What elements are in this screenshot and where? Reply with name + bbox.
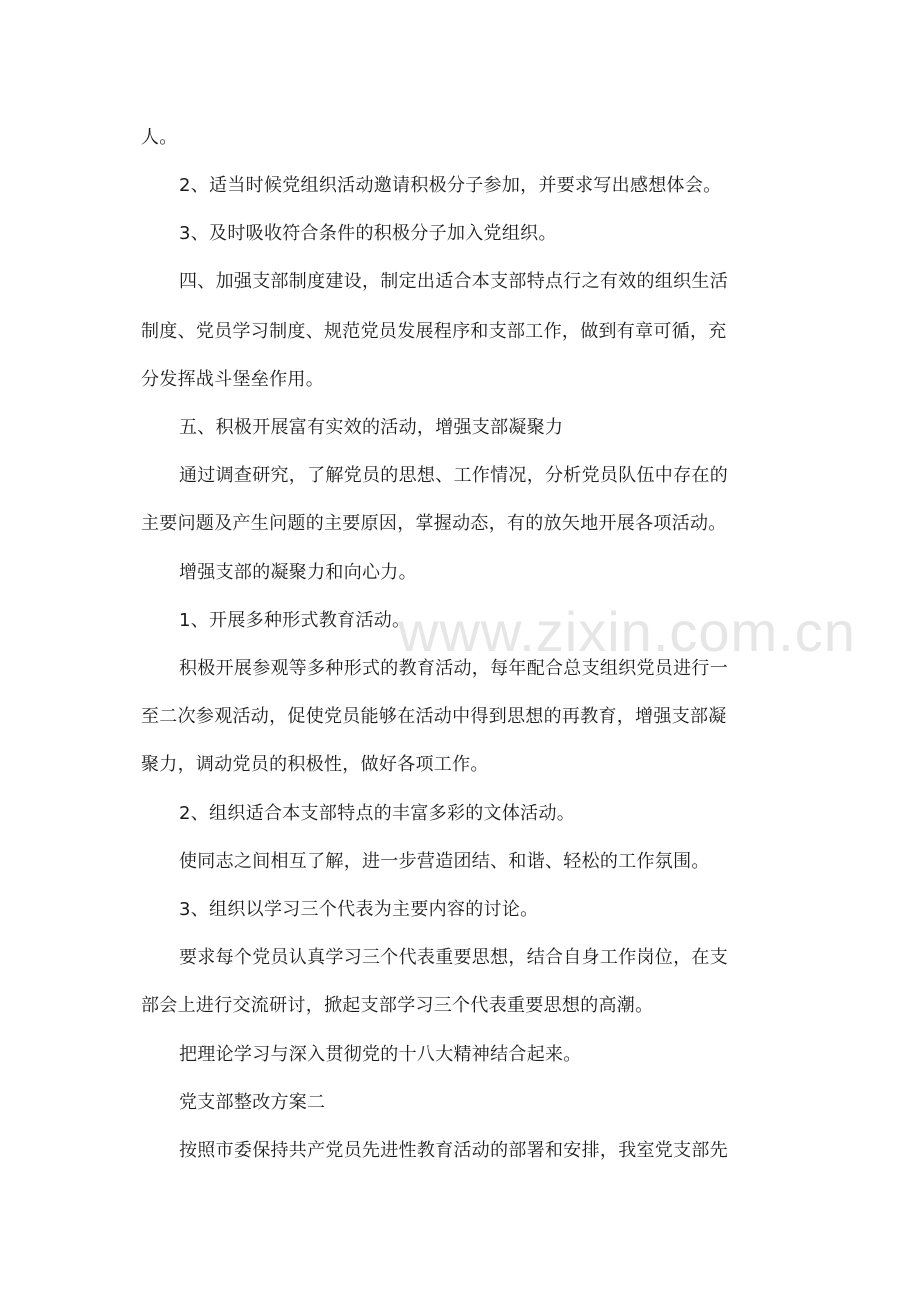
text-line-paragraph-cont: 至二次参观活动，促使党员能够在活动中得到思想的再教育，增强支部凝: [141, 706, 727, 727]
text-line-paragraph: 按照市委保持共产党员先进性教育活动的部署和安排，我室党支部先: [179, 1140, 728, 1161]
text-line-paragraph: 要求每个党员认真学习三个代表重要思想，结合自身工作岗位，在支: [179, 947, 728, 968]
text-line-paragraph-cont: 部会上进行交流研讨，掀起支部学习三个代表重要思想的高潮。: [141, 995, 654, 1016]
text-line-item-1: 1、开展多种形式教育活动。: [179, 610, 411, 631]
text-line-paragraph: 把理论学习与深入贯彻党的十八大精神结合起来。: [179, 1044, 582, 1065]
text-line-heading-plan-2: 党支部整改方案二: [179, 1092, 326, 1113]
text-line-item-3: 3、及时吸收符合条件的积极分子加入党组织。: [179, 223, 557, 244]
text-line-paragraph: 积极开展参观等多种形式的教育活动，每年配合总支组织党员进行一: [179, 658, 728, 679]
text-line-paragraph-end: 聚力，调动党员的积极性，做好各项工作。: [141, 754, 489, 775]
text-line-item-2b: 2、组织适合本支部特点的丰富多彩的文体活动。: [179, 803, 576, 824]
text-line-item-2: 2、适当时候党组织活动邀请积极分子参加，并要求写出感想体会。: [179, 175, 722, 196]
text-line-paragraph-cont: 主要问题及产生问题的主要原因，掌握动态，有的放矢地开展各项活动。: [141, 513, 727, 534]
text-line-paragraph: 增强支部的凝聚力和向心力。: [179, 562, 417, 583]
text-line-section-4-cont: 制度、党员学习制度、规范党员发展程序和支部工作，做到有章可循，充: [141, 321, 727, 342]
text-line-section-4-end: 分发挥战斗堡垒作用。: [141, 369, 324, 390]
text-line-paragraph: 通过调查研究，了解党员的思想、工作情况，分析党员队伍中存在的: [179, 465, 728, 486]
text-line-item-3b: 3、组织以学习三个代表为主要内容的讨论。: [179, 899, 539, 920]
text-line-continuation: 人。: [141, 127, 178, 148]
text-line-section-4: 四、加强支部制度建设，制定出适合本支部特点行之有效的组织生活: [179, 271, 728, 292]
watermark-text: www.zixin.com.cn: [398, 600, 856, 663]
text-line-paragraph: 使同志之间相互了解，进一步营造团结、和谐、轻松的工作氛围。: [179, 851, 710, 872]
text-line-section-5-heading: 五、积极开展富有实效的活动，增强支部凝聚力: [179, 417, 564, 438]
